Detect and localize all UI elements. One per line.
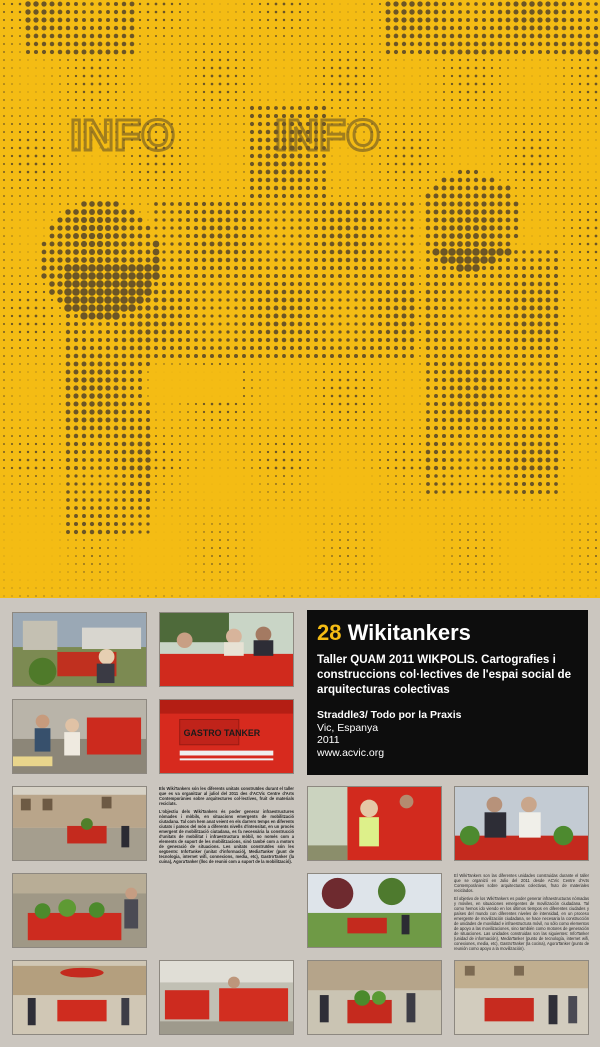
photo-plaza-tanker-umbrella	[12, 960, 147, 1035]
photo-child-tanker	[307, 786, 442, 861]
info-sign-1: INFO	[70, 111, 176, 160]
photo-trees-square	[307, 873, 442, 948]
poster-series: Straddle3/ Todo por la Praxis	[317, 709, 462, 721]
poster-location: Vic, Espanya	[317, 721, 379, 734]
photo-workshop-build	[12, 699, 147, 774]
poster-number: 28	[317, 620, 342, 645]
photo-people-tanker	[159, 612, 294, 687]
photo-tankers-group	[159, 960, 294, 1035]
text-spanish	[454, 873, 589, 983]
text-catalan	[159, 786, 294, 926]
photo-plants-square	[12, 612, 147, 687]
poster-url: www.acvic.org	[317, 746, 385, 759]
text-es-paragraph-2: El objetivo de los WikiTankers es poder generar infraestructuras nómadas y móviles, en situaciones emergentes de movilización ciudadana. Tal como hemos ido viendo en los últimos tiempos en diferentes ciudades y países del mundo con diferentes niveles de intensidad, en un proceso emergente de movilización ciudadana, se hace necesaria la construcción de unidades de movilidad e infraestructura móvil, no sólo como elementos de apoyo a las movilizaciones, sino también como motores de generación de situaciones. Las unidades construidas son las siguientes: InfoTanker (unidad de información), MediaTanker (punto de tecnología, internet wifi, conexiones, media, etc), GastroTanker (la cocina), AgoraTanker (punto de reunión como apoyo a la movilización).	[454, 896, 589, 951]
info-sign-2: INFO	[275, 111, 381, 160]
photo-town-square-tanker	[12, 786, 147, 861]
poster-year: 2011	[317, 734, 340, 746]
photo-men-plants	[454, 786, 589, 861]
poster-subtitle: Taller QUAM 2011 WIKPOLIS. Cartografies i construccions col·lectives de l'espai social de arquitecturas colectivas	[317, 653, 572, 696]
poster-meta	[317, 709, 578, 759]
photo-gastrotanker	[159, 699, 294, 774]
poster-title-text: Wikitankers	[347, 620, 471, 645]
title-box	[307, 610, 588, 775]
text-es-paragraph-1: El WikiTankers son las diferentes unidades construidas durante el taller que se organizó en Julio del 2011 desde ACVic Centre d'Arts Contemporànies sobre arquitecturas colectivas, fruto de materiales reciclados.	[454, 873, 589, 893]
text-ca-paragraph-2: L'objectiu dels WikiTankers és poder generar infraestructures nòmades i mòbils, en situacions emergents de mobilització ciutadana. Tal com hem anat veient en els darrers temps en diferents ciutats i països del món a diferents nivells d'intensitat, en un procés emergent de mobilització ciutadana, es fa necessària la construcció d'unitats de mobilitat i infraestructura mòbil, no només com a elements de suport de les mobilitzacions, sinó també com a motors de generació de situacions. Les unitats construïdes són les següents: InfoTanker (unitat d'informació), MediaTanker (punt de tecnologia, internet wifi, connexions, media, etc), GastroTanker (la cuina), AgoraTanker (lloc de reunió com a suport de la mobilització).	[159, 809, 294, 864]
gastrotanker-label: GASTRO TANKER	[183, 728, 261, 739]
poster-title	[317, 620, 578, 646]
text-ca-paragraph-1: Els WikiTankers són les diferents unitats construïdes durant el taller que es va organitzar al juliol del 2011 des d'ACVic Centre d'Arts Contemporànies sobre arquitectures col·lectives, fruit de materials reciclats.	[159, 786, 294, 806]
photo-green-tanker	[307, 960, 442, 1035]
photo-planter-tanker	[12, 873, 147, 948]
